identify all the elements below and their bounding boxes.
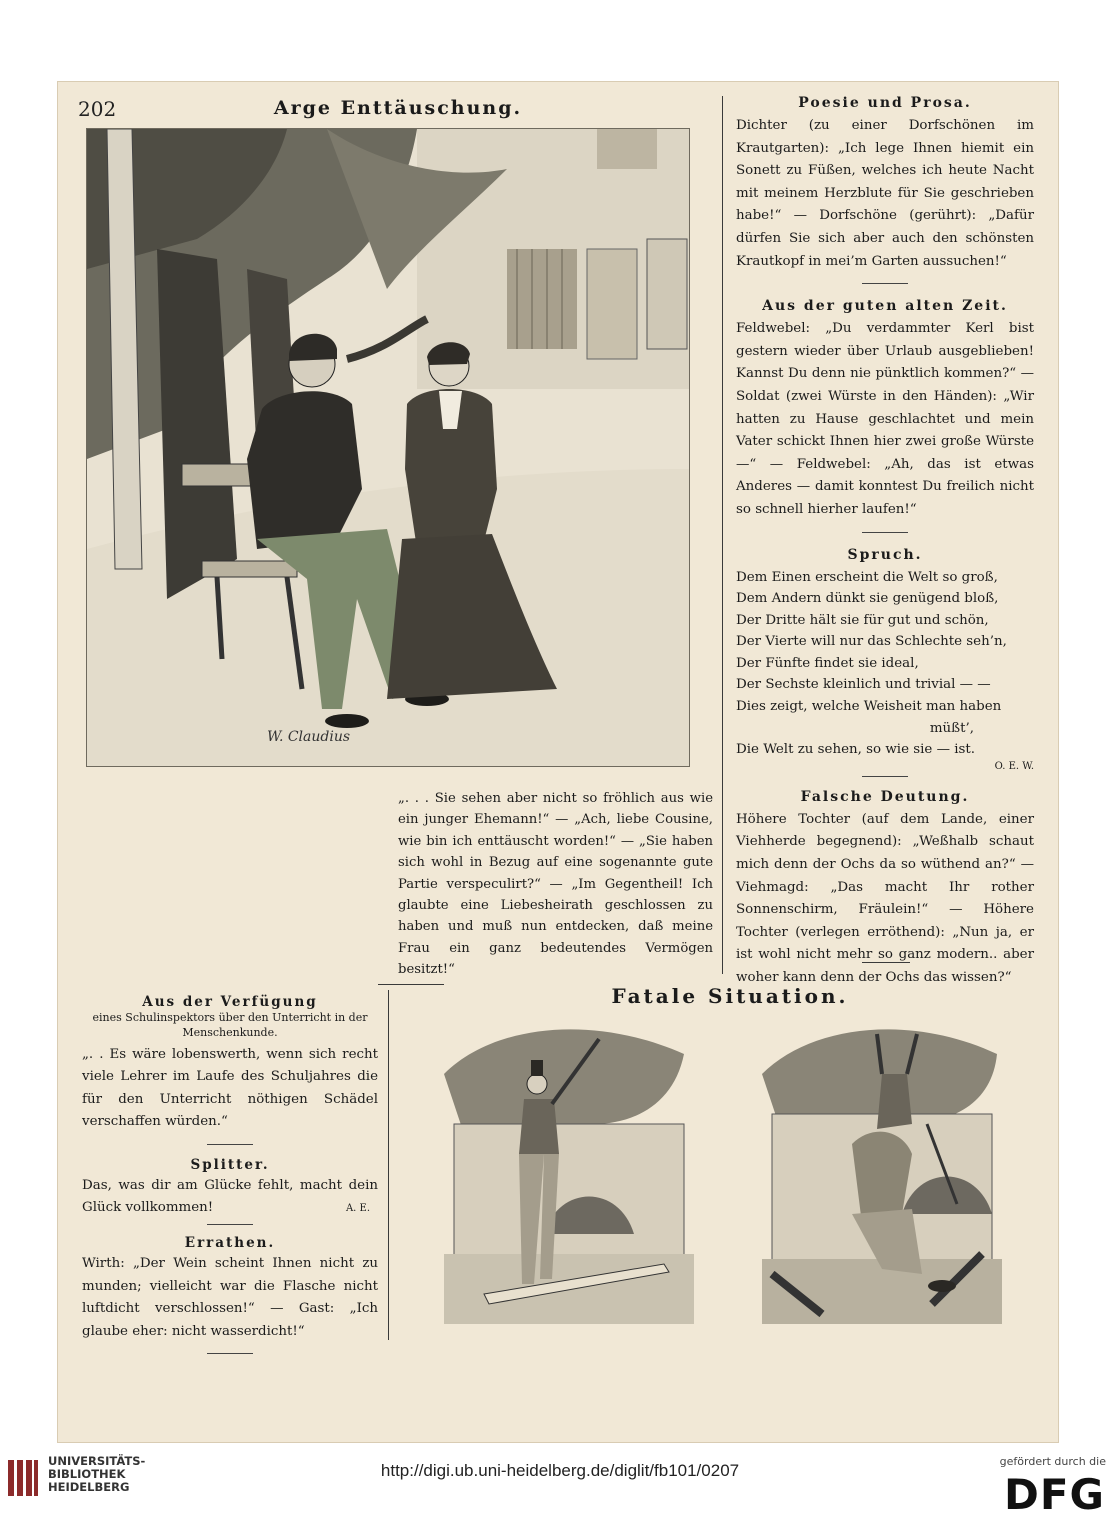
author-signature: O. E. W. bbox=[994, 760, 1034, 772]
section-text: Das, was dir am Glücke fehlt, macht dein Glück vollkommen! bbox=[82, 1177, 378, 1216]
poem-line: Dies zeigt, welche Weisheit man haben bbox=[736, 699, 1002, 715]
man-falling-drawing bbox=[752, 1014, 1006, 1330]
illustration-caption bbox=[398, 788, 713, 981]
separator bbox=[862, 532, 908, 533]
column-divider bbox=[388, 990, 389, 1340]
section-subtitle: eines Schulinspektors über den Unterricht in der Menschenkunde. bbox=[92, 1011, 368, 1039]
right-column bbox=[736, 95, 1034, 990]
section-text: „. . Es wäre lobenswerth, wenn sich recht viele Lehrer im Laufe des Schuljahres die für den Unterricht nöthigen Schädel verschaffen würden.“ bbox=[82, 1047, 378, 1130]
section-text: Wirth: „Der Wein scheint Ihnen nicht zu munden; vielleicht war die Flasche nicht luftdicht verschlossen!“ — Gast: „Ich glaube eher: nicht wasserdicht!“ bbox=[82, 1256, 378, 1339]
poem-line: Der Dritte hält sie für gut und schön, bbox=[736, 612, 989, 628]
funding-note: gefördert durch die bbox=[999, 1455, 1106, 1468]
page-number: 202 bbox=[78, 97, 117, 121]
poem-line: Der Fünfte findet sie ideal, bbox=[736, 655, 919, 671]
poem bbox=[736, 567, 1034, 761]
university-library-icon bbox=[6, 1458, 40, 1498]
left-bottom-column bbox=[82, 994, 378, 1354]
author-signature: A. E. bbox=[345, 1203, 370, 1215]
university-name-line: BIBLIOTHEK bbox=[48, 1467, 126, 1481]
garden-scene-drawing bbox=[87, 129, 689, 766]
separator bbox=[207, 1353, 253, 1354]
section-text: Feldwebel: „Du verdammter Kerl bist gestern wieder über Urlaub ausgeblieben! Kannst Du denn nie pünktlich kommen?“ — Soldat (zwei Würste in den Händen): „Wir hatten zu Hause geschlachtet und mein Vater schickt Ihnen hier zwei große Würste —“ — Feldwebel: „Ah, das ist etwas Anderes — damit konntest Du freilich nicht so schnell hierher laufen!“ bbox=[736, 321, 1034, 517]
poem-line: Dem Andern dünkt sie genügend bloß, bbox=[736, 591, 999, 607]
main-illustration bbox=[86, 128, 690, 767]
section-text: Höhere Tochter (auf dem Lande, einer Viehherde begegnend): „Weßhalb schaut mich denn der Ochs da so wüthend an?“ — Viehmagd: „Das macht Ihr rother Sonnenschirm, Fräulein!“ — Höhere Tochter (verlegen erröthend): „Nun ja, er ist wohl nicht mehr so ganz modern.. aber woher kann denn der Ochs das wissen?“ bbox=[736, 811, 1034, 985]
poem-line: Dem Einen erscheint die Welt so groß, bbox=[736, 569, 998, 585]
caption-text: „. . . Sie sehen aber nicht so fröhlich aus wie ein junger Ehemann!“ — „Ach, liebe Cousine, wie bin ich enttäuscht worden!“ — „Sie haben sich wohl in Bezug auf eine sogenannte gute Partie verspeculirt?“ — „Im Gegentheil! Ich glaubte eine Liebesheirath geschlossen zu haben und muß nun entdecken, daß meine Frau ein ganz bedeutendes Vermögen besitzt!“ bbox=[398, 791, 713, 978]
separator bbox=[862, 776, 908, 777]
source-url-link[interactable]: http://digi.ub.uni-heidelberg.de/diglit/fb101/0207 bbox=[380, 1461, 740, 1480]
separator bbox=[207, 1144, 253, 1145]
section-title: Spruch. bbox=[847, 546, 923, 563]
poem-line: Der Vierte will nur das Schlechte seh’n, bbox=[736, 634, 1007, 650]
section-title: Aus der Verfügung bbox=[142, 994, 318, 1010]
cartoon-panel-right bbox=[752, 1014, 1006, 1330]
section-divider bbox=[378, 984, 444, 985]
cartoon-title: Fatale Situation. bbox=[611, 984, 849, 1008]
footer-bar bbox=[0, 1443, 1110, 1521]
dfg-logo: DFG bbox=[1003, 1470, 1105, 1519]
poem-line: Die Welt zu sehen, so wie sie — ist. bbox=[736, 742, 976, 758]
university-name-line: UNIVERSITÄTS- bbox=[48, 1454, 146, 1468]
section-text: Dichter (zu einer Dorfschönen im Krautgarten): „Ich lege Ihnen hiemit ein Sonett zu Füßen, welches ich heute Nacht mit meinem Herzblute für Sie geschrieben habe!“ — Dorfschöne (gerührt): „Dafür dürfen Sie sich aber auch den schönsten Krautkopf in mei’m Garten aussuchen!“ bbox=[736, 118, 1034, 269]
column-divider bbox=[722, 96, 723, 974]
section-title: Errathen. bbox=[184, 1235, 276, 1252]
poem-line: Der Sechste kleinlich und trivial — — bbox=[736, 677, 991, 693]
poem-line: müßt’, bbox=[929, 720, 974, 736]
man-on-plank-drawing bbox=[434, 1014, 704, 1330]
university-name bbox=[48, 1455, 145, 1494]
separator bbox=[207, 1224, 253, 1225]
section-title: Splitter. bbox=[190, 1156, 270, 1173]
artist-signature: W. Claudius bbox=[267, 729, 351, 745]
page-title: Arge Enttäuschung. bbox=[273, 97, 523, 119]
separator bbox=[862, 283, 908, 284]
section-title: Aus der guten alten Zeit. bbox=[762, 298, 1008, 315]
section-title: Poesie und Prosa. bbox=[798, 95, 972, 111]
section-title: Falsche Deutung. bbox=[800, 788, 970, 805]
cartoon-panel-left bbox=[434, 1014, 704, 1330]
university-name-line: HEIDELBERG bbox=[48, 1480, 130, 1494]
